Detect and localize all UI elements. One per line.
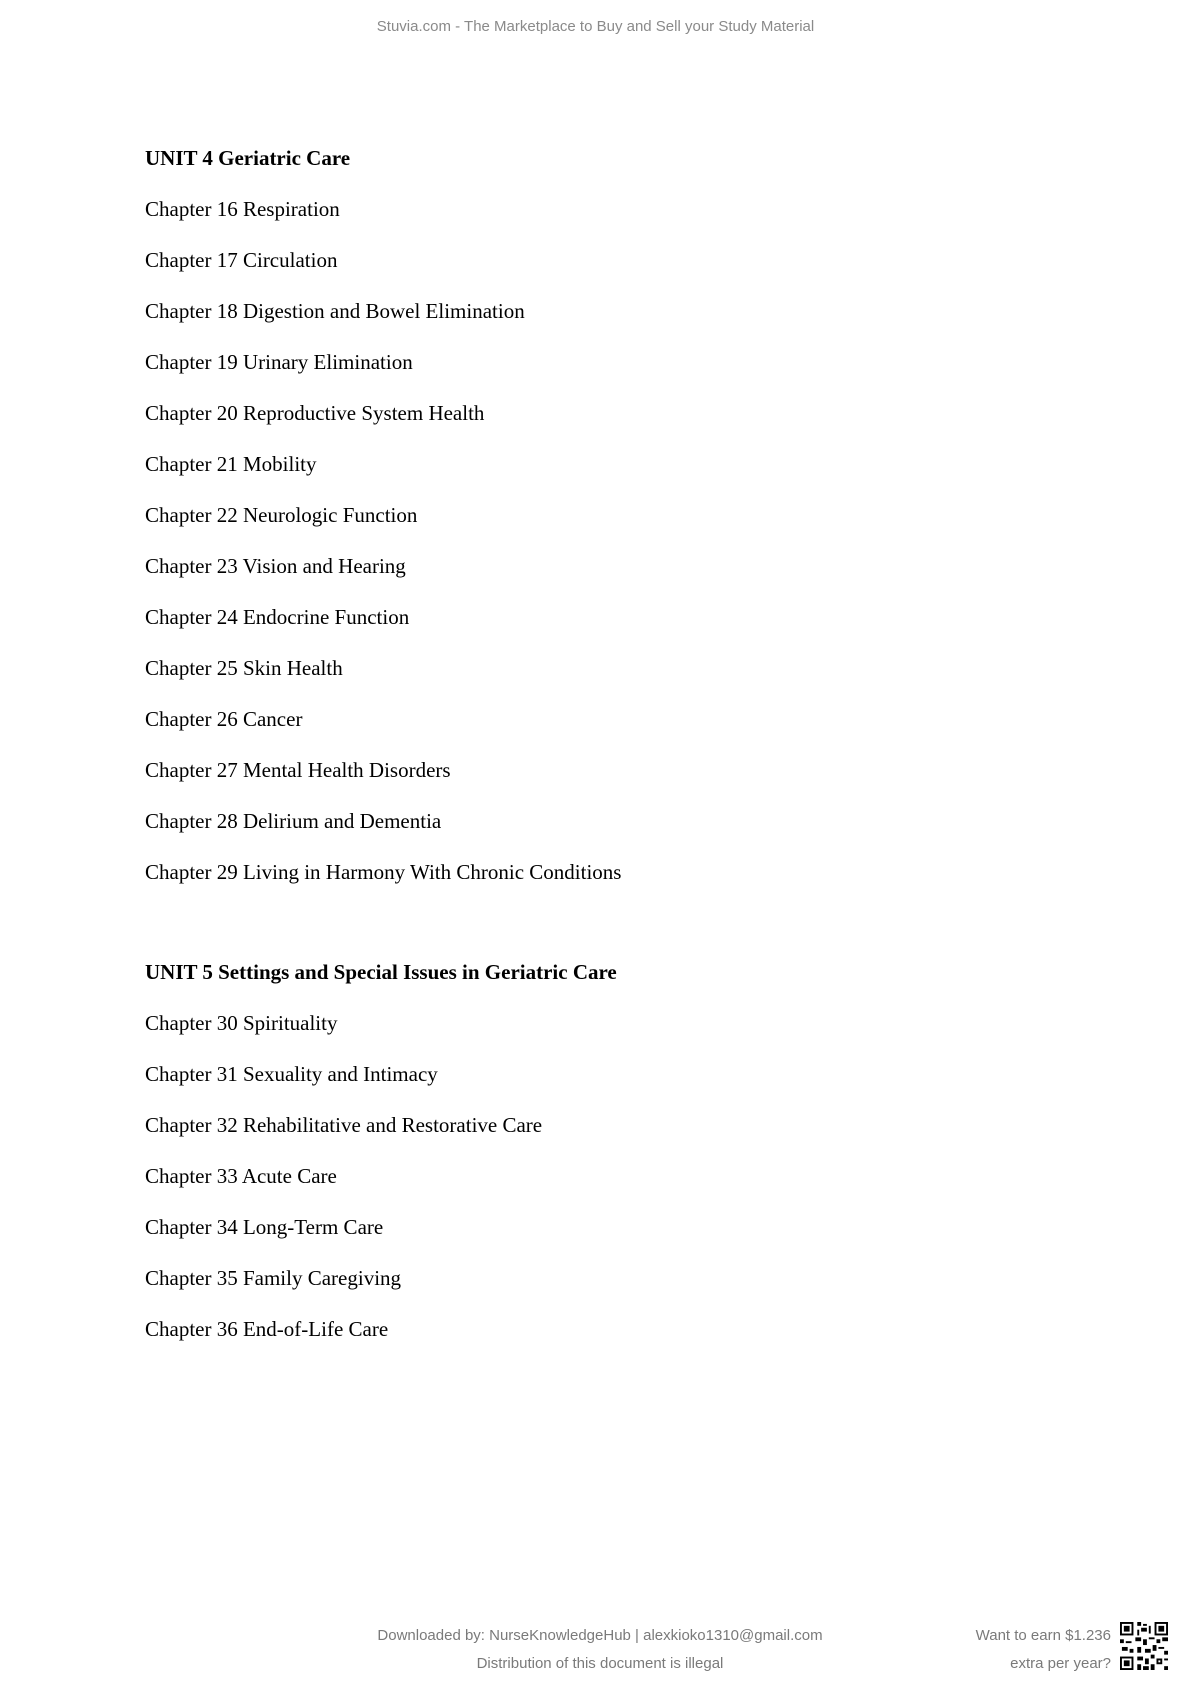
earn-promo-line2[interactable]: extra per year?: [1010, 1655, 1111, 1672]
chapter-item: Chapter 31 Sexuality and Intimacy: [145, 1062, 438, 1086]
downloaded-by-text: Downloaded by: NurseKnowledgeHub | alexkioko1310@gmail.com: [377, 1627, 823, 1644]
chapter-item: Chapter 33 Acute Care: [145, 1164, 337, 1188]
chapter-item: Chapter 28 Delirium and Dementia: [145, 809, 442, 833]
distribution-notice: Distribution of this document is illegal: [476, 1655, 724, 1672]
chapter-item: Chapter 29 Living in Harmony With Chronic Conditions: [145, 860, 622, 884]
chapter-item: Chapter 19 Urinary Elimination: [145, 350, 413, 374]
chapter-item: Chapter 30 Spirituality: [145, 1011, 338, 1035]
chapter-item: Chapter 22 Neurologic Function: [145, 503, 418, 527]
chapter-item: Chapter 27 Mental Health Disorders: [145, 758, 451, 782]
chapter-item: Chapter 16 Respiration: [145, 197, 340, 221]
chapter-item: Chapter 34 Long-Term Care: [145, 1215, 384, 1239]
chapter-item: Chapter 25 Skin Health: [145, 656, 343, 680]
chapter-item: Chapter 32 Rehabilitative and Restorative Care: [145, 1113, 543, 1137]
chapter-item: Chapter 35 Family Caregiving: [145, 1266, 402, 1290]
page-header: Stuvia.com - The Marketplace to Buy and Sell your Study Material: [376, 18, 815, 35]
chapter-item: Chapter 21 Mobility: [145, 452, 317, 476]
qr-code-icon[interactable]: [1120, 1622, 1168, 1670]
chapter-item: Chapter 23 Vision and Hearing: [145, 554, 406, 578]
chapter-item: Chapter 18 Digestion and Bowel Elimination: [145, 299, 525, 323]
unit-heading: UNIT 5 Settings and Special Issues in Geriatric Care: [145, 960, 617, 984]
chapter-item: Chapter 17 Circulation: [145, 248, 338, 272]
chapter-item: Chapter 24 Endocrine Function: [145, 605, 410, 629]
chapter-item: Chapter 26 Cancer: [145, 707, 303, 731]
earn-promo-line1[interactable]: Want to earn $1.236: [975, 1627, 1111, 1644]
unit-heading: UNIT 4 Geriatric Care: [145, 146, 351, 170]
chapter-item: Chapter 20 Reproductive System Health: [145, 401, 485, 425]
chapter-item: Chapter 36 End-of-Life Care: [145, 1317, 389, 1341]
